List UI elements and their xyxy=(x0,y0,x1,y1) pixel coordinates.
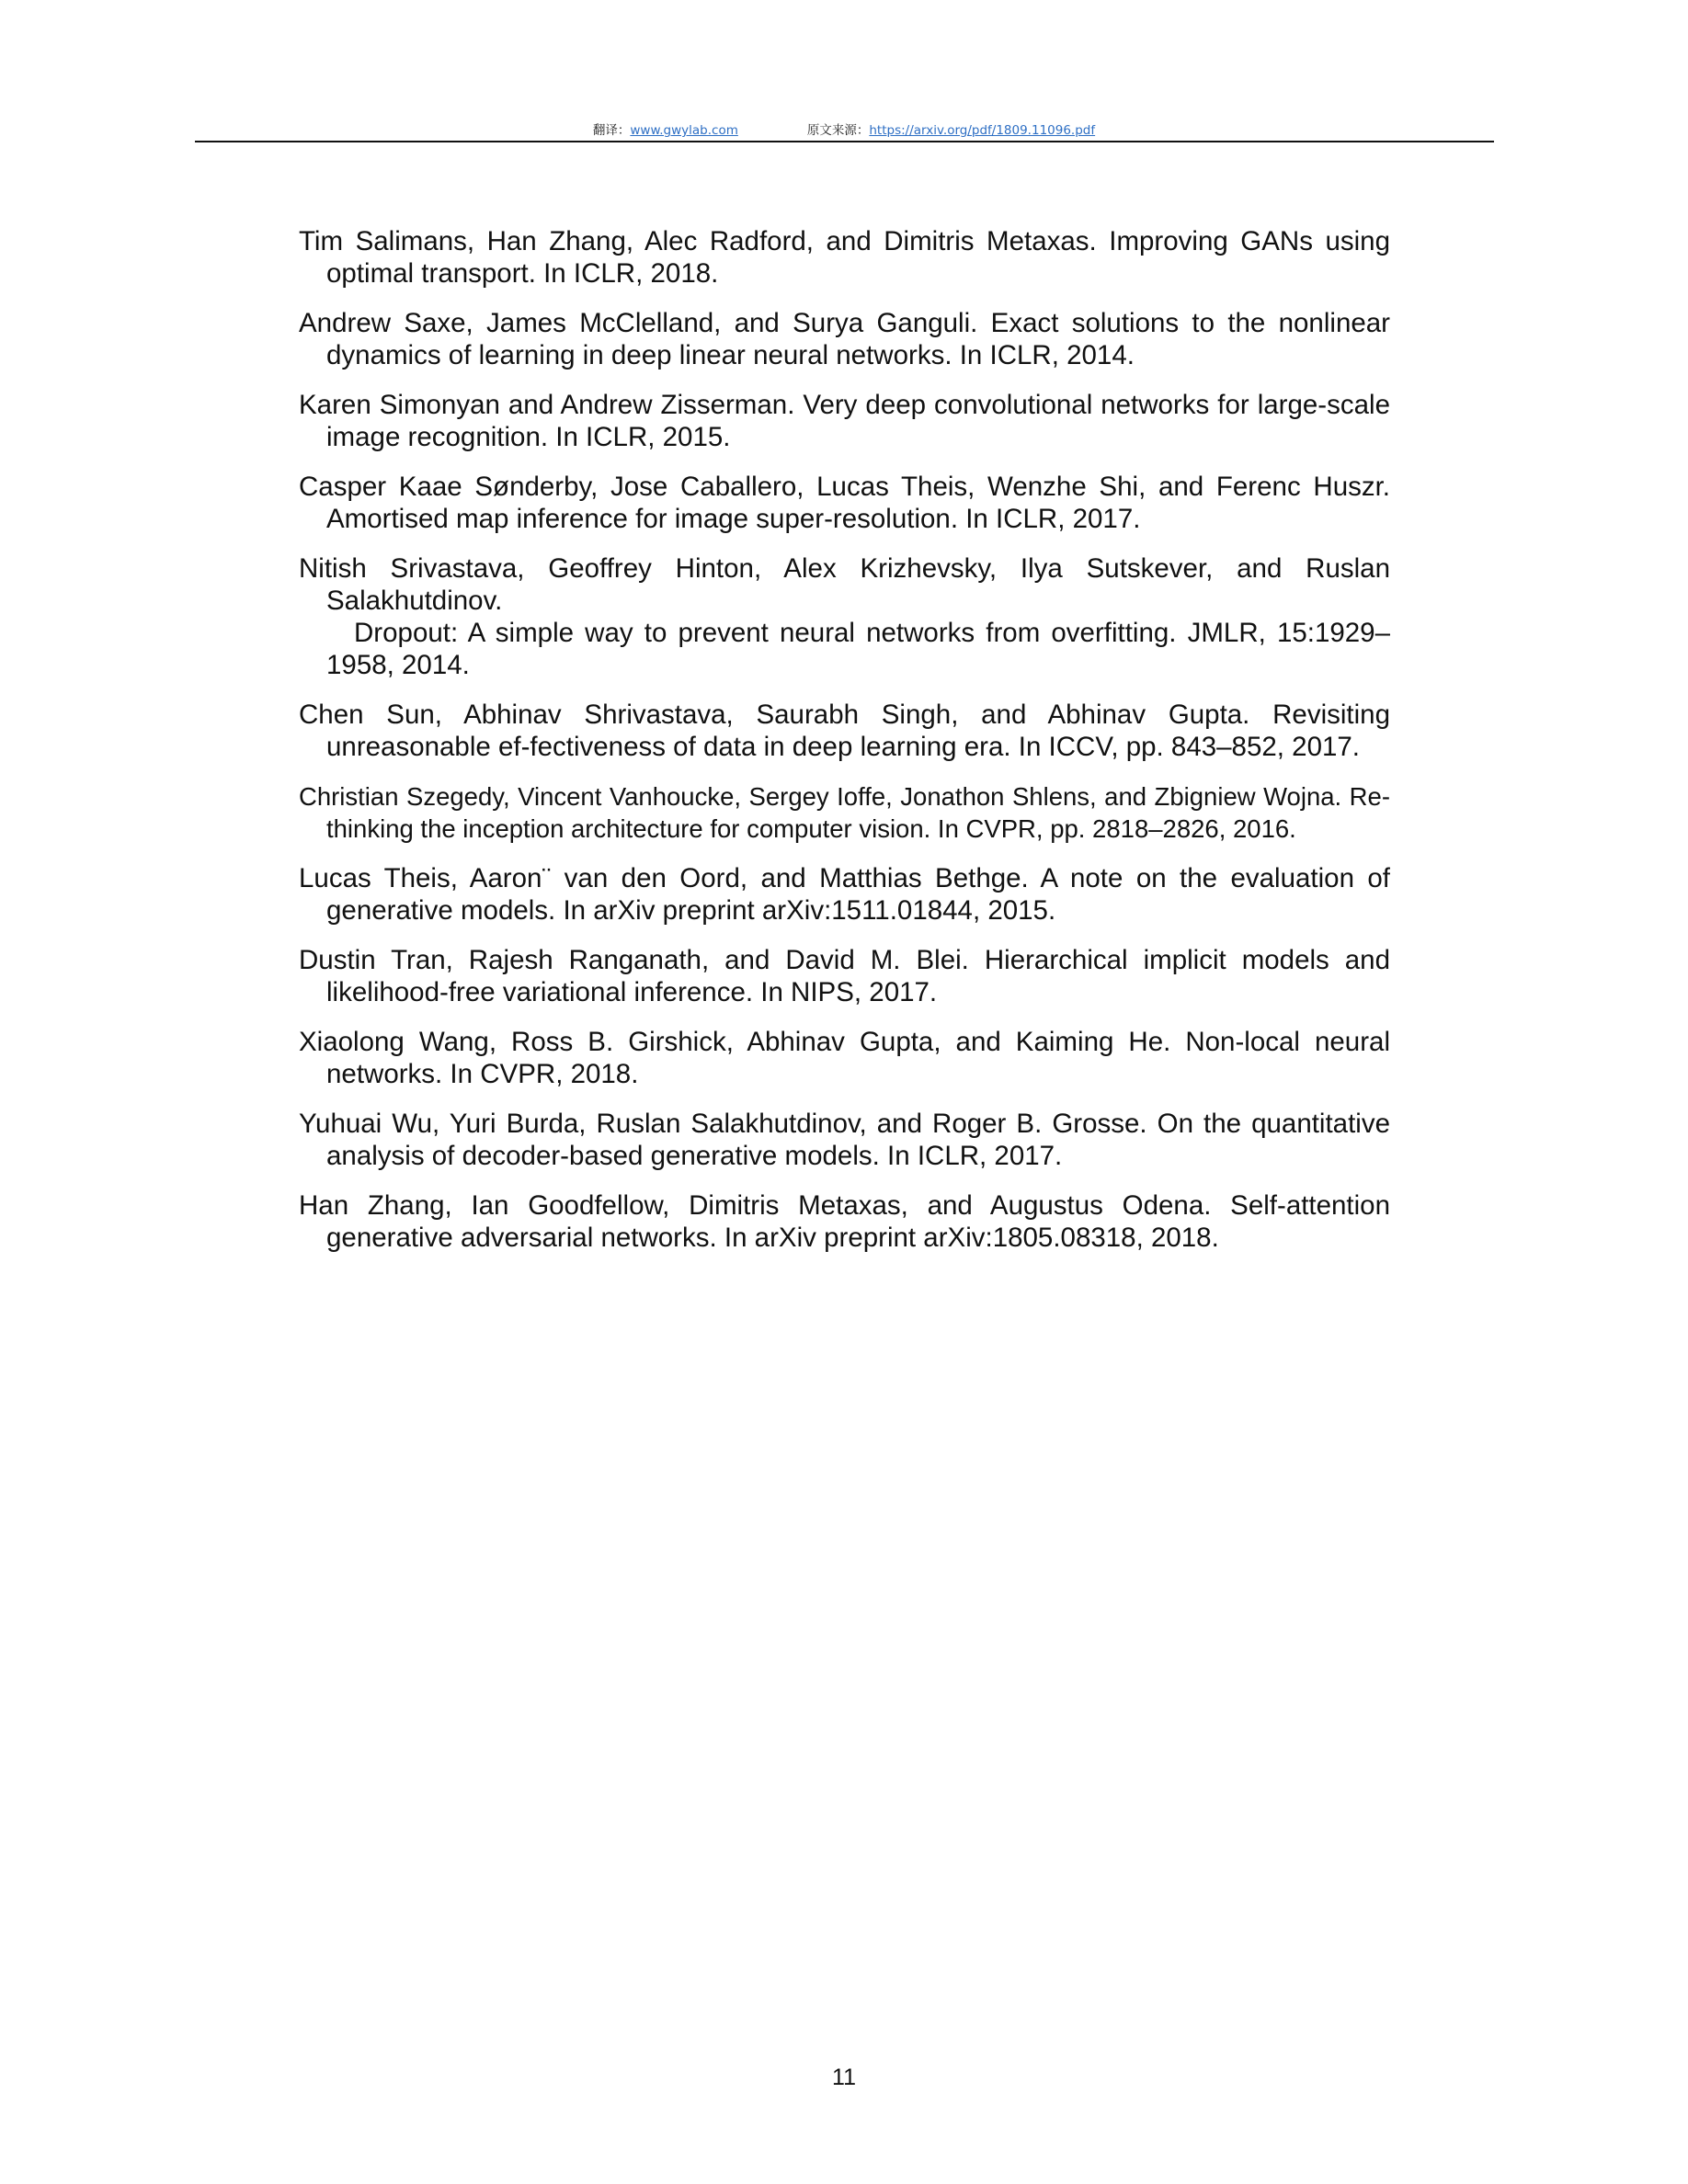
translation-label: 翻译： xyxy=(592,123,631,138)
reference-entry: Christian Szegedy, Vincent Vanhoucke, Sergey Ioffe, Jonathon Shlens, and Zbigniew Wojna. Re-thinking the inception architecture for computer vision. In CVPR, pp. 2818–2826, 2016. xyxy=(299,782,1390,843)
translation-link[interactable]: www.gwylab.com xyxy=(630,123,738,138)
reference-title: Dropout: A simple way to prevent neural networks from overfitting. JMLR, 15:1929–1958, 2014. xyxy=(326,618,1390,680)
reference-entry: Xiaolong Wang, Ross B. Girshick, Abhinav Gupta, and Kaiming He. Non-local neural networks. In CVPR, 2018. xyxy=(299,1027,1390,1089)
reference-entry: Dustin Tran, Rajesh Ranganath, and David M. Blei. Hierarchical implicit models and likelihood-free variational inference. In NIPS, 2017. xyxy=(299,945,1390,1007)
reference-entry: Casper Kaae Sønderby, Jose Caballero, Lucas Theis, Wenzhe Shi, and Ferenc Huszr. Amortised map inference for image super-resolution. In ICLR, 2017. xyxy=(299,472,1390,534)
header-rule xyxy=(195,141,1494,142)
page-header xyxy=(0,119,1688,138)
page-number: 11 xyxy=(832,2065,856,2090)
reference-entry: Lucas Theis, Aaron¨ van den Oord, and Matthias Bethge. A note on the evaluation of generative models. In arXiv preprint arXiv:1511.01844, 2015. xyxy=(299,863,1390,926)
reference-entry: Karen Simonyan and Andrew Zisserman. Very deep convolutional networks for large-scale image recognition. In ICLR, 2015. xyxy=(299,390,1390,452)
reference-list xyxy=(299,225,1390,1271)
reference-entry: Yuhuai Wu, Yuri Burda, Ruslan Salakhutdinov, and Roger B. Grosse. On the quantitative analysis of decoder-based generative models. In ICLR, 2017. xyxy=(299,1109,1390,1171)
reference-entry: Chen Sun, Abhinav Shrivastava, Saurabh Singh, and Abhinav Gupta. Revisiting unreasonable ef-fectiveness of data in deep learning era. In ICCV, pp. 843–852, 2017. xyxy=(299,700,1390,762)
translation-credit xyxy=(593,119,738,138)
source-link[interactable]: https://arxiv.org/pdf/1809.11096.pdf xyxy=(869,123,1096,138)
reference-authors: Nitish Srivastava, Geoffrey Hinton, Alex Krizhevsky, Ilya Sutskever, and Ruslan Salakhutdinov. xyxy=(299,553,1390,616)
source-credit xyxy=(807,119,1095,138)
reference-entry: Andrew Saxe, James McClelland, and Surya Ganguli. Exact solutions to the nonlinear dynamics of learning in deep linear neural networks. In ICLR, 2014. xyxy=(299,308,1390,370)
source-label: 原文来源： xyxy=(806,123,870,138)
reference-entry: Tim Salimans, Han Zhang, Alec Radford, and Dimitris Metaxas. Improving GANs using optimal transport. In ICLR, 2018. xyxy=(299,226,1390,289)
reference-entry xyxy=(299,552,1390,681)
reference-entry: Han Zhang, Ian Goodfellow, Dimitris Metaxas, and Augustus Odena. Self-attention generative adversarial networks. In arXiv preprint arXiv:1805.08318, 2018. xyxy=(299,1190,1390,1253)
